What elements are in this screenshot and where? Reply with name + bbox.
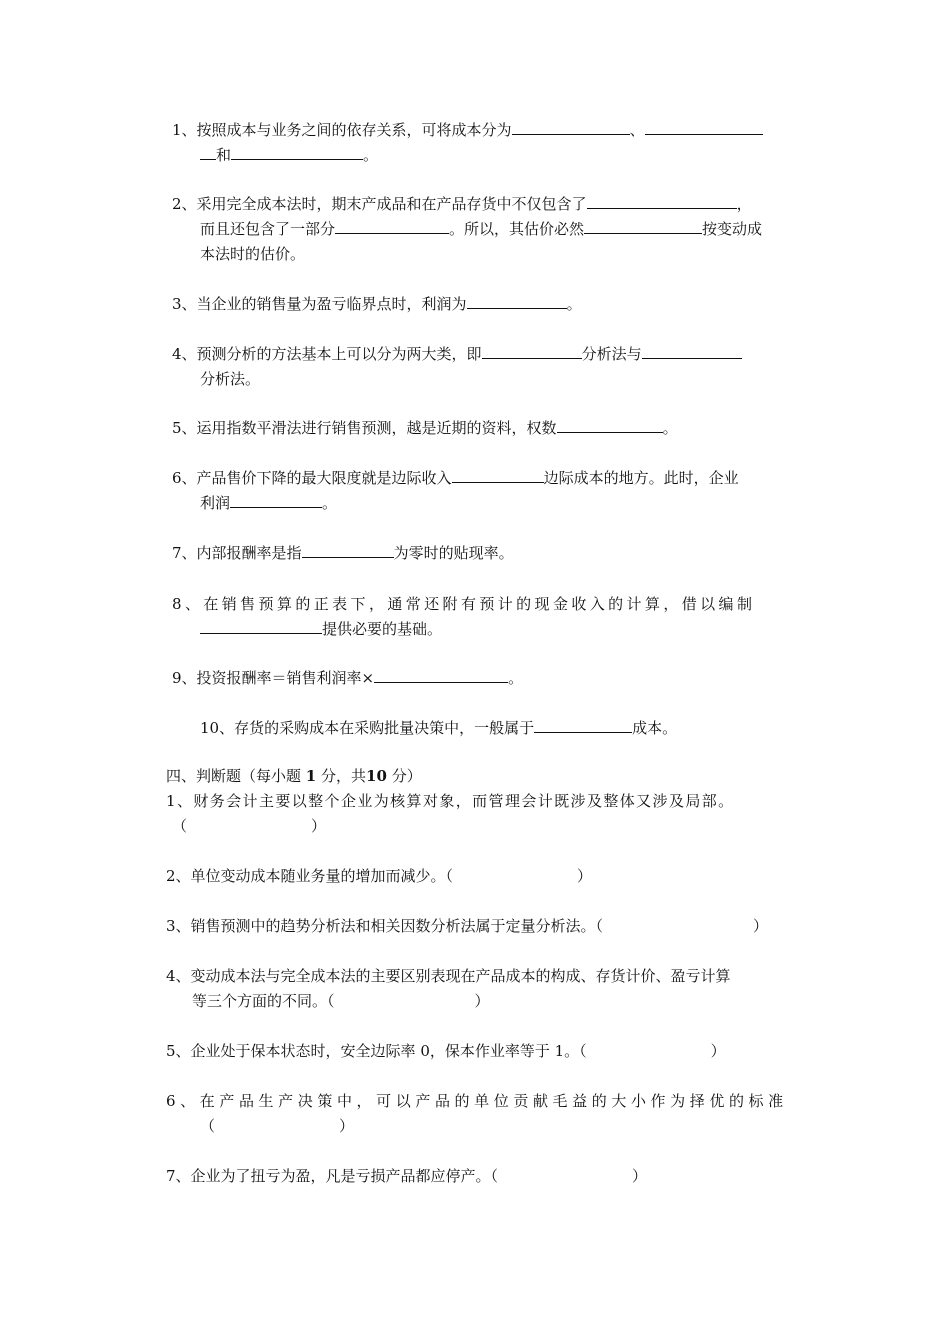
blank[interactable] — [335, 219, 449, 234]
judge-q1-line2: （ ） — [172, 817, 327, 835]
blank[interactable] — [482, 344, 582, 359]
fill-q1-line2: 和 。 — [200, 145, 378, 165]
blank[interactable] — [584, 219, 702, 234]
blank[interactable] — [642, 344, 742, 359]
blank[interactable] — [452, 468, 544, 483]
blank[interactable] — [557, 418, 663, 433]
fill-q2-line1: 2、采用完全成本法时，期末产成品和在产品存货中不仅包含了 ， — [172, 195, 752, 213]
blank[interactable] — [200, 619, 322, 634]
section-header: 四、判断题（每小题 1 分，共10 分） — [166, 767, 422, 785]
fill-q9-line: 9、投资报酬率＝销售利润率× 。 — [172, 669, 524, 687]
fill-q7-line: 7、内部报酬率是指 为零时的贴现率。 — [172, 544, 514, 562]
fill-q3-line: 3、当企业的销售量为盈亏临界点时，利润为 。 — [172, 295, 582, 313]
judge-q4-line1: 4、变动成本法与完全成本法的主要区别表现在产品成本的构成、存货计价、盈亏计算 — [166, 967, 731, 985]
blank[interactable] — [512, 120, 630, 135]
blank[interactable] — [645, 120, 763, 135]
fill-q5-line: 5、运用指数平滑法进行销售预测，越是近期的资料，权数 。 — [172, 419, 678, 437]
judge-q2-line: 2、单位变动成本随业务量的增加而减少。（ ） — [166, 867, 593, 885]
judge-q7-line: 7、企业为了扭亏为盈，凡是亏损产品都应停产。（ ） — [166, 1167, 648, 1185]
fill-q10-line: 10、存货的采购成本在采购批量决策中，一般属于 成本。 — [200, 719, 678, 737]
blank[interactable] — [231, 145, 363, 160]
judge-q1-line1: 1、财务会计主要以整个企业为核算对象，而管理会计既涉及整体又涉及局部。 — [166, 792, 735, 810]
fill-q8-line2: 提供必要的基础。 — [200, 619, 442, 639]
blank[interactable] — [230, 493, 322, 508]
blank[interactable] — [534, 718, 632, 733]
blank[interactable] — [467, 294, 567, 309]
judge-q6-line1: 6、在产品生产决策中，可以产品的单位贡献毛益的大小作为择优的标准 — [166, 1092, 788, 1110]
fill-q4-line2: 分析法。 — [200, 370, 261, 388]
judge-q4-line2: 等三个方面的不同。（ ） — [192, 992, 490, 1010]
blank[interactable] — [374, 668, 508, 683]
fill-q1-line1: 1、按照成本与业务之间的依存关系，可将成本分为 、 — [172, 120, 763, 140]
blank[interactable] — [587, 194, 737, 209]
judge-q6-line2: （ ） — [200, 1117, 355, 1135]
fill-q2-line2: 而且还包含了一部分 。所以，其估价必然 按变动成 — [200, 220, 763, 238]
blank[interactable] — [302, 543, 394, 558]
fill-q2-line3: 本法时的估价。 — [200, 245, 306, 263]
judge-q5-line: 5、企业处于保本状态时，安全边际率 0，保本作业率等于 1。（ ） — [166, 1042, 726, 1060]
judge-q3-line: 3、销售预测中的趋势分析法和相关因数分析法属于定量分析法。（ ） — [166, 917, 769, 935]
fill-q8-line1: 8、在销售预算的正表下，通常还附有预计的现金收入的计算，借以编制 — [172, 595, 756, 613]
fill-q4-line1: 4、预测分析的方法基本上可以分为两大类，即 分析法与 — [172, 344, 742, 364]
blank[interactable] — [200, 145, 216, 160]
fill-q6-line2: 利润 。 — [200, 494, 338, 512]
fill-q6-line1: 6、产品售价下降的最大限度就是边际收入 边际成本的地方。此时，企业 — [172, 469, 739, 487]
